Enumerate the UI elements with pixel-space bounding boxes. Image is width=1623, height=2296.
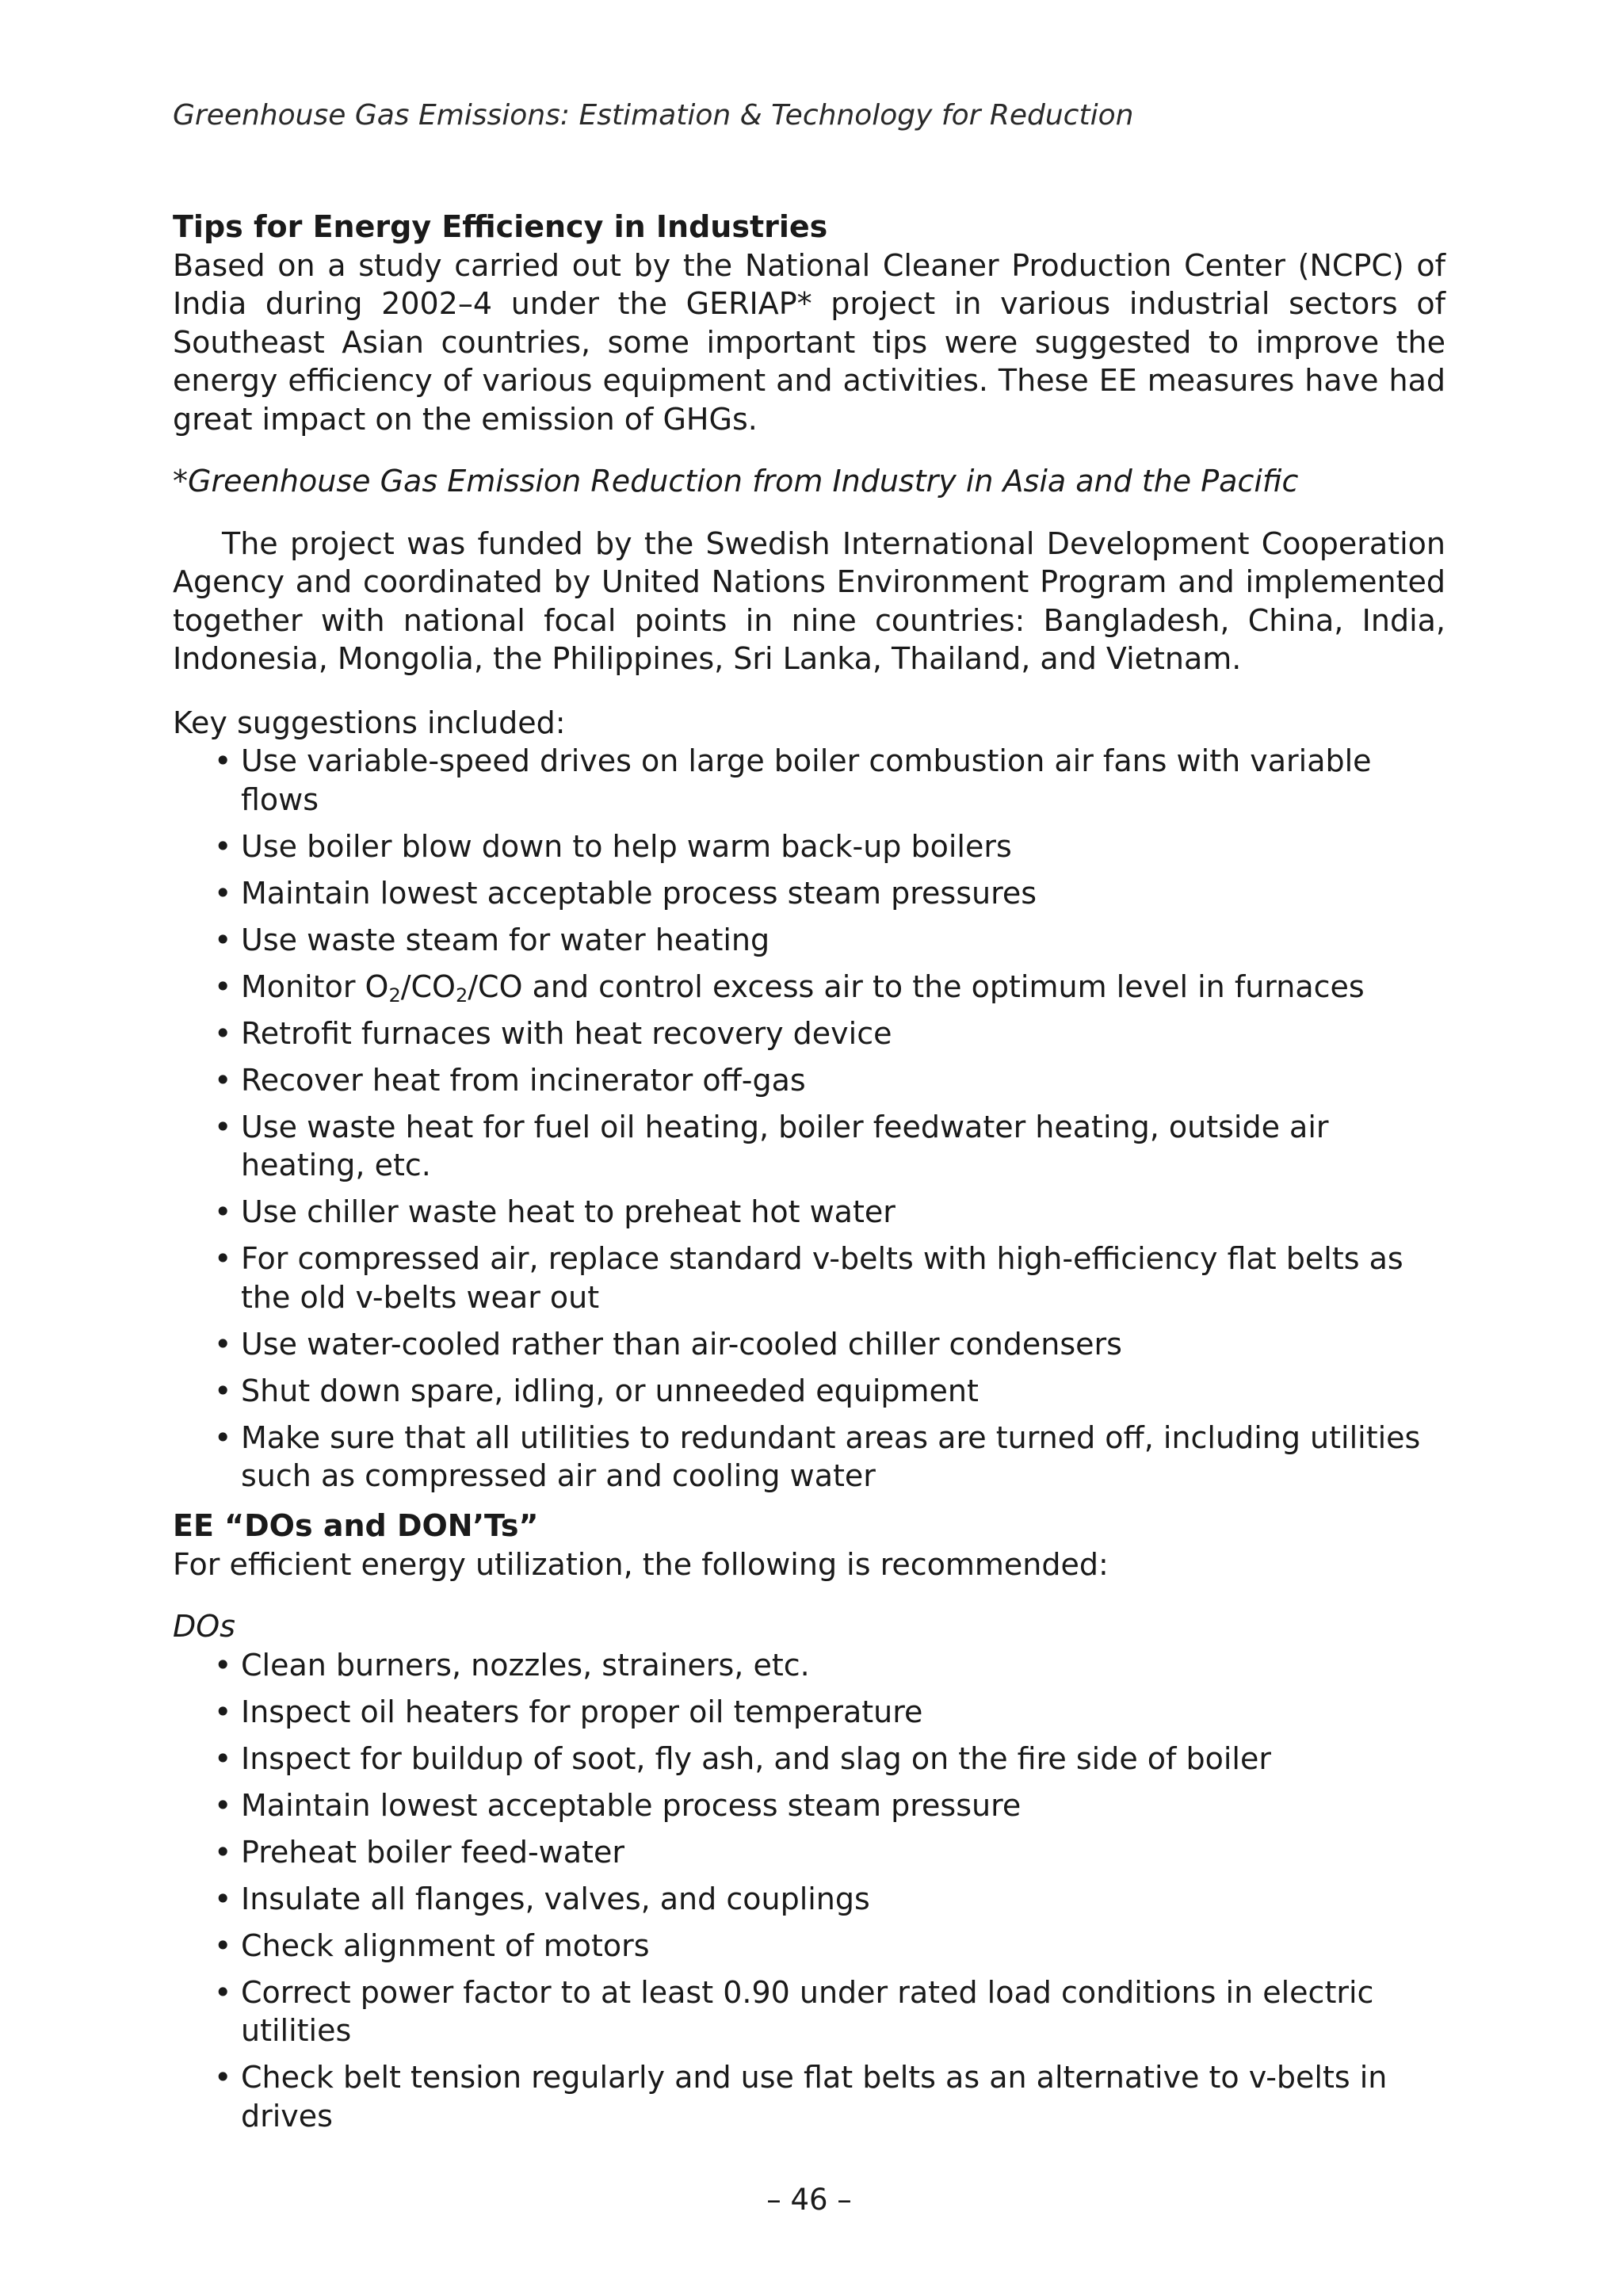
list-item-text-prefix: Monitor O [241, 968, 389, 1004]
list-item-text: Maintain lowest acceptable process steam pressures [241, 875, 1037, 911]
list-item-text: Make sure that all utilities to redundant areas are turned off, including utilities such as compressed air and cooling water [241, 1419, 1421, 1493]
list-item-text-mid: /CO [400, 968, 456, 1004]
list-item [173, 1740, 1445, 1778]
section-heading-dos-donts: EE “DOs and DON’Ts” [173, 1508, 539, 1543]
list-item [173, 1372, 1445, 1411]
list-item-text: Preheat boiler feed-water [241, 1834, 624, 1870]
geriap-footnote: *Greenhouse Gas Emission Reduction from Industry in Asia and the Pacific [173, 464, 1299, 499]
list-item-text: Correct power factor to at least 0.90 under rated load conditions in electric utilities [241, 1974, 1374, 2048]
list-item [173, 827, 1445, 866]
list-item-text: Maintain lowest acceptable process steam pressure [241, 1787, 1022, 1823]
bullet-icon: • [214, 1647, 232, 1683]
bullet-icon: • [214, 1927, 232, 1963]
bullet-icon: • [214, 1015, 232, 1051]
list-item [173, 1786, 1445, 1825]
suggestions-list [173, 742, 1445, 1496]
project-paragraph: The project was funded by the Swedish International Development Cooperation Agency and coordinated by United Nations Environment Program and implemented together with national focal points in nine countries: Bangladesh, China, India, Indonesia, Mongolia, the Philippines, Sri Lanka, Thailand, and Vietnam. [173, 525, 1445, 676]
list-item-text: Use boiler blow down to help warm back-up boilers [241, 828, 1012, 864]
tips-intro-paragraph: Based on a study carried out by the National Cleaner Production Center (NCPC) of India during 2002–4 under the GERIAP* project in various industrial sectors of Southeast Asian countries, some important tips were suggested to improve the energy efficiency of various equipment and activities. These EE measures have had great impact on the emission of GHGs. [173, 247, 1445, 437]
running-header: Greenhouse Gas Emissions: Estimation & Technology for Reduction [173, 99, 1134, 132]
list-item [173, 1880, 1445, 1919]
list-item-text: Recover heat from incinerator off-gas [241, 1062, 806, 1098]
list-item-text: For compressed air, replace standard v-belts with high-efficiency flat belts as the old v-belts wear out [241, 1241, 1403, 1315]
dos-list [173, 1646, 1445, 2136]
dos-label: DOs [173, 1609, 235, 1644]
dos-donts-intro: For efficient energy utilization, the following is recommended: [173, 1546, 1109, 1582]
list-item [173, 1325, 1445, 1364]
list-item [173, 1108, 1445, 1185]
list-item [173, 1193, 1445, 1232]
list-item [173, 968, 1445, 1007]
bullet-icon: • [214, 1787, 232, 1823]
bullet-icon: • [214, 1373, 232, 1408]
subscript: 2 [388, 984, 401, 1007]
list-item [173, 874, 1445, 913]
list-item [173, 1646, 1445, 1685]
bullet-icon: • [214, 1062, 232, 1098]
subscript: 2 [455, 984, 468, 1007]
list-item-text: Inspect oil heaters for proper oil temperature [241, 1694, 923, 1729]
list-item-text: Retrofit furnaces with heat recovery device [241, 1015, 892, 1051]
section-heading-tips: Tips for Energy Efficiency in Industries [173, 209, 828, 244]
list-item [173, 1693, 1445, 1732]
bullet-icon: • [214, 743, 232, 778]
list-item [173, 1061, 1445, 1100]
list-item-text: Inspect for buildup of soot, fly ash, and slag on the fire side of boiler [241, 1740, 1271, 1776]
list-item-text: Clean burners, nozzles, strainers, etc. [241, 1647, 810, 1683]
bullet-icon: • [214, 828, 232, 864]
bullet-icon: • [214, 1974, 232, 2010]
list-item-text: Use water-cooled rather than air-cooled chiller condensers [241, 1326, 1122, 1362]
list-item [173, 1927, 1445, 1966]
bullet-icon: • [214, 1194, 232, 1229]
bullet-icon: • [214, 875, 232, 911]
bullet-icon: • [214, 1326, 232, 1362]
list-item-text: Use waste steam for water heating [241, 922, 770, 957]
list-item-text: Use waste heat for fuel oil heating, boiler feedwater heating, outside air heating, etc. [241, 1109, 1329, 1182]
list-item-text: Use variable-speed drives on large boiler combustion air fans with variable flows [241, 743, 1372, 817]
page-number: – 46 – [766, 2183, 852, 2217]
bullet-icon: • [214, 922, 232, 957]
page-content [173, 208, 1445, 2144]
list-item-text: Check belt tension regularly and use flat belts as an alternative to v-belts in drives [241, 2060, 1388, 2134]
bullet-icon: • [214, 1109, 232, 1144]
list-item [173, 1014, 1445, 1053]
list-item-text: Shut down spare, idling, or unneeded equipment [241, 1373, 979, 1408]
bullet-icon: • [214, 1419, 232, 1455]
bullet-icon: • [214, 968, 232, 1004]
list-item [173, 921, 1445, 960]
list-item [173, 2058, 1445, 2135]
bullet-icon: • [214, 1241, 232, 1276]
list-item-text-suffix: /CO and control excess air to the optimum level in furnaces [468, 968, 1365, 1004]
list-item [173, 1973, 1445, 2050]
list-item [173, 1240, 1445, 1316]
list-item-text: Insulate all flanges, valves, and couplings [241, 1881, 870, 1916]
list-item-text: Check alignment of motors [241, 1927, 650, 1963]
key-suggestions-label: Key suggestions included: [173, 705, 566, 740]
bullet-icon: • [214, 2060, 232, 2095]
list-item-text: Use chiller waste heat to preheat hot water [241, 1194, 896, 1229]
bullet-icon: • [214, 1694, 232, 1729]
bullet-icon: • [214, 1881, 232, 1916]
list-item [173, 1419, 1445, 1496]
list-item [173, 1833, 1445, 1872]
bullet-icon: • [214, 1834, 232, 1870]
list-item [173, 742, 1445, 819]
bullet-icon: • [214, 1740, 232, 1776]
